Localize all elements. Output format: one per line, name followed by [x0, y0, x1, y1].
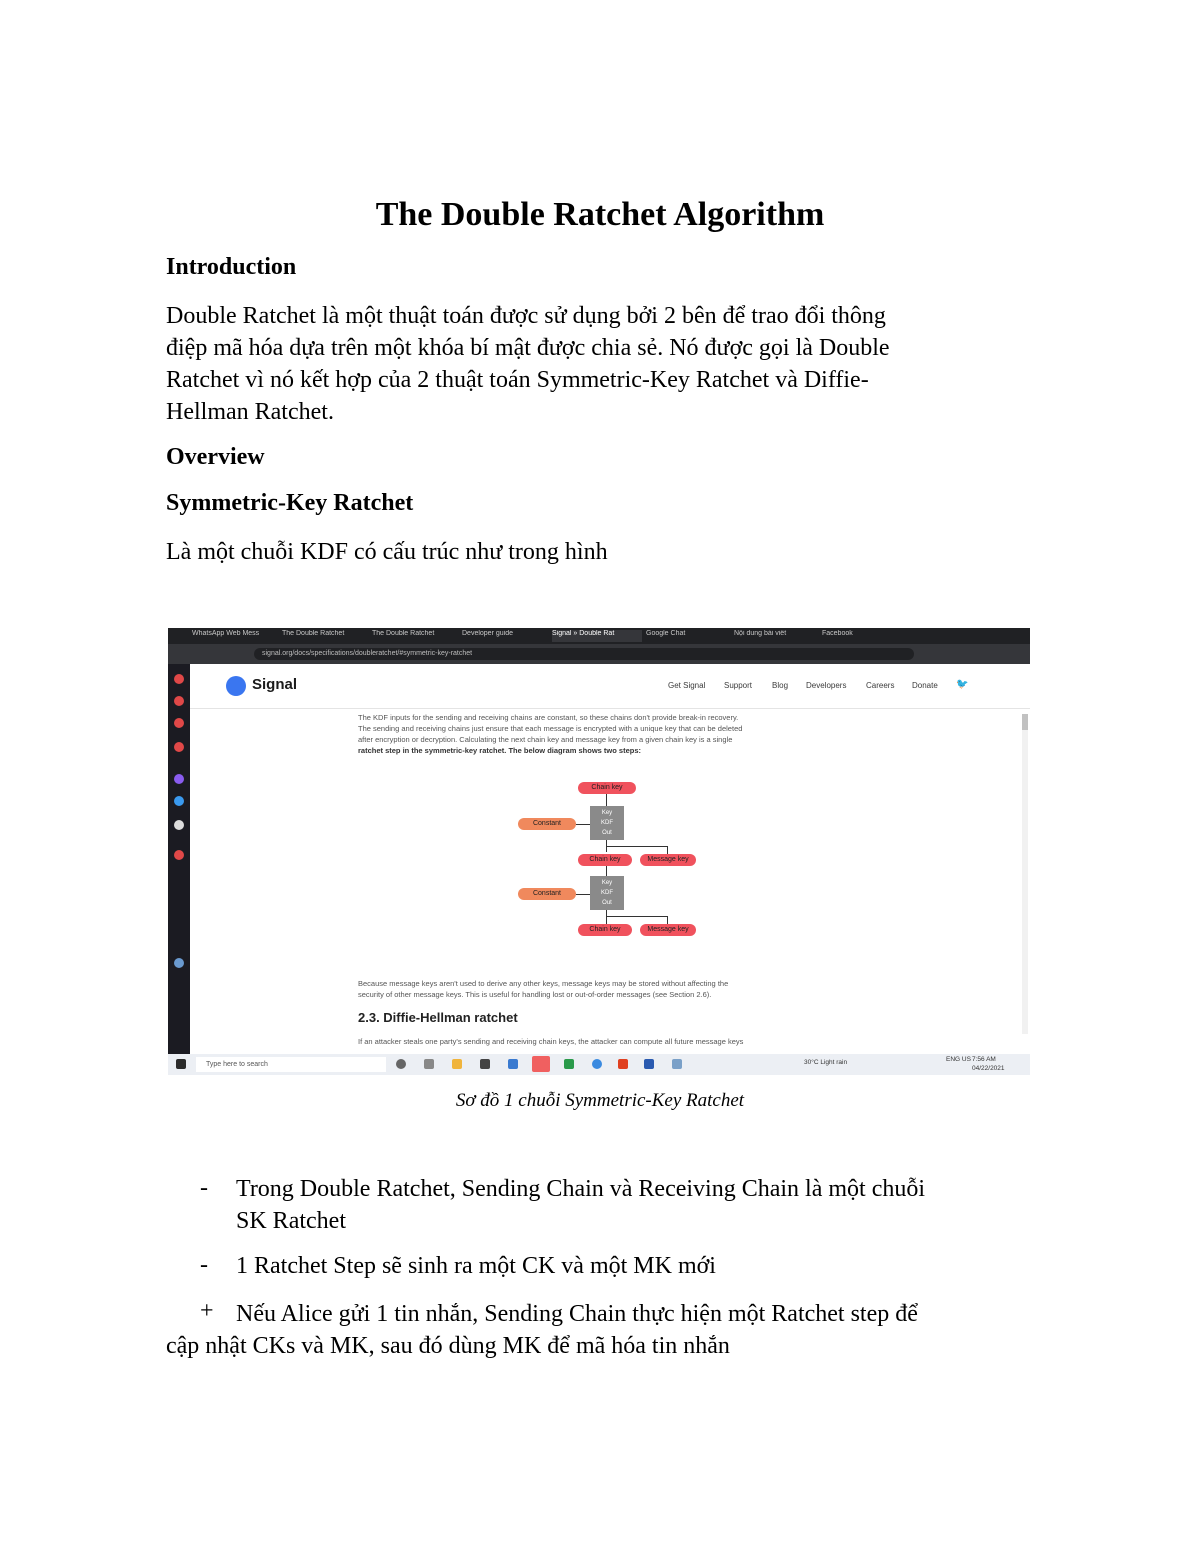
nav-link: Support	[724, 681, 753, 690]
signal-webpage	[190, 664, 1030, 1054]
nav-link: Donate	[912, 681, 938, 690]
browser-tab: The Double Ratchet	[372, 630, 435, 637]
browser-tab: Nội dung bài viết	[734, 630, 787, 637]
figure-caption: Sơ đồ 1 chuỗi Symmetric-Key Ratchet	[455, 1090, 745, 1111]
clock-date: 04/22/2021	[972, 1065, 1005, 1072]
bullet-line: SK Ratchet	[236, 1208, 346, 1234]
browser-tab: WhatsApp Web Mess	[192, 630, 260, 637]
system-clock	[972, 1055, 1005, 1073]
web-paragraph-top	[358, 712, 878, 756]
taskbar-app-icon	[564, 1059, 574, 1069]
document-title: The Double Ratchet Algorithm	[375, 196, 825, 233]
browser-taskbar-icon	[532, 1056, 550, 1072]
web-text-line: security of other message keys. This is useful for handling lost or out-of-order messages (see Section 2.6).	[358, 990, 712, 999]
chain-key-pill: Chain key	[578, 782, 636, 794]
kdf-box	[590, 806, 624, 840]
windows-taskbar	[168, 1054, 1030, 1075]
intro-line: Hellman Ratchet.	[166, 399, 334, 425]
taskbar-search: Type here to search	[196, 1057, 386, 1072]
kdf-label: KDF	[601, 820, 613, 826]
constant-pill: Constant	[518, 888, 576, 900]
web-text-line: after encryption or decryption. Calculating the next chain key and message key from a given chain key is a single	[358, 735, 733, 744]
taskbar-app-icon	[424, 1059, 434, 1069]
message-key-pill: Message key	[640, 854, 696, 866]
mail-icon	[508, 1059, 518, 1069]
kdf-label: Out	[602, 830, 612, 836]
web-text-line: The KDF inputs for the sending and receiving chains are constant, so these chains don't provide break-in recovery.	[358, 713, 739, 722]
plus-item-line: cập nhật CKs và MK, sau đó dùng MK để mã hóa tin nhắn	[166, 1333, 730, 1359]
bullet-marker: -	[200, 1252, 208, 1278]
diagram-connector	[606, 916, 668, 917]
chain-key-pill: Chain key	[578, 854, 632, 866]
web-text-line: ratchet step in the symmetric-key ratchet. The below diagram shows two steps:	[358, 746, 641, 755]
browser-tab: Google Chat	[646, 630, 686, 637]
web-scrollbar	[1022, 714, 1028, 1034]
symmetric-key-ratchet-text: Là một chuỗi KDF có cấu trúc như trong hình	[166, 539, 608, 565]
browser-address-bar	[168, 644, 1030, 664]
diagram-connector	[606, 866, 607, 876]
sidebar-app-icon	[174, 696, 184, 706]
diagram-connector	[606, 910, 607, 924]
plus-item-line: Nếu Alice gửi 1 tin nhắn, Sending Chain thực hiện một Ratchet step để	[236, 1301, 918, 1327]
web-text-line: Because message keys aren't used to derive any other keys, message keys may be stored without affecting the	[358, 979, 729, 988]
clock-time: 7:56 AM	[972, 1056, 996, 1063]
weather-status: 30°C Light rain	[804, 1059, 848, 1066]
bullet-item: 1 Ratchet Step sẽ sinh ra một CK và một MK mới	[236, 1253, 716, 1279]
browser-tab: Facebook	[822, 630, 853, 637]
message-key-pill: Message key	[640, 924, 696, 936]
chain-key-pill: Chain key	[578, 924, 632, 936]
diagram-connector	[576, 824, 590, 825]
kdf-label: Key	[601, 810, 613, 816]
scrollbar-thumb	[1022, 714, 1028, 730]
bullet-item	[236, 1173, 1056, 1237]
nav-link: Developers	[806, 681, 847, 690]
sidebar-app-icon	[174, 850, 184, 860]
intro-line: Double Ratchet là một thuật toán được sử dụng bởi 2 bên để trao đổi thông	[166, 303, 886, 329]
store-icon	[480, 1059, 490, 1069]
figure-screenshot	[168, 628, 1030, 1075]
web-paragraph-bottom	[358, 978, 878, 1000]
sidebar-app-icon	[174, 742, 184, 752]
introduction-paragraph	[166, 300, 1006, 428]
office-icon	[618, 1059, 628, 1069]
taskview-icon	[396, 1059, 406, 1069]
language-indicator: ENG US	[946, 1056, 971, 1063]
diagram-connector	[667, 846, 668, 854]
messenger-icon	[174, 774, 184, 784]
web-text-line: The sending and receiving chains just ensure that each message is encrypted with a unique key that can be deleted	[358, 724, 743, 733]
browser-tab: Developer guide	[462, 630, 513, 637]
signal-header	[190, 664, 1030, 709]
windows-start-icon	[176, 1059, 186, 1069]
signal-logo-icon	[226, 676, 246, 696]
diagram-connector	[606, 794, 607, 806]
signal-brand: Signal	[252, 676, 298, 693]
intro-line: Ratchet vì nó kết hợp của 2 thuật toán Symmetric-Key Ratchet và Diffie-	[166, 367, 869, 393]
twitter-icon: 🐦	[956, 679, 969, 690]
intro-line: điệp mã hóa dựa trên một khóa bí mật được chia sẻ. Nó được gọi là Double	[166, 335, 890, 361]
kdf-label: Key	[601, 880, 613, 886]
file-explorer-icon	[452, 1059, 462, 1069]
skype-icon	[592, 1059, 602, 1069]
symmetric-key-ratchet-heading: Symmetric-Key Ratchet	[166, 490, 414, 516]
nav-link: Blog	[772, 681, 789, 690]
browser-tab: The Double Ratchet	[282, 630, 345, 637]
overview-heading: Overview	[166, 444, 265, 470]
introduction-heading: Introduction	[166, 254, 297, 280]
sidebar-app-icon	[174, 674, 184, 684]
word-icon	[644, 1059, 654, 1069]
telegram-icon	[174, 796, 184, 806]
constant-pill: Constant	[518, 818, 576, 830]
nav-link: Get Signal	[668, 681, 706, 690]
kdf-label: KDF	[601, 890, 613, 896]
web-section-heading: 2.3. Diffie-Hellman ratchet	[358, 1010, 518, 1025]
url-text: signal.org/docs/specifications/doubleratchet/#symmetric-key-ratchet	[254, 648, 914, 660]
sidebar-app-icon	[174, 820, 184, 830]
diagram-connector	[576, 894, 590, 895]
kdf-label: Out	[602, 900, 612, 906]
sidebar-app-icon	[174, 958, 184, 968]
bullet-line: Trong Double Ratchet, Sending Chain và Receiving Chain là một chuỗi	[236, 1176, 926, 1202]
diagram-connector	[606, 846, 668, 847]
diagram-connector	[667, 916, 668, 924]
taskbar-app-icon	[672, 1059, 682, 1069]
web-section-text: If an attacker steals one party's sending and receiving chain keys, the attacker can compute all future message keys	[358, 1037, 744, 1046]
browser-tab-bar	[168, 628, 1030, 644]
bullet-marker: -	[200, 1175, 208, 1201]
browser-tab-active: Signal » Double Rat	[552, 630, 642, 642]
browser-sidebar	[168, 664, 190, 1054]
sidebar-app-icon	[174, 718, 184, 728]
nav-link: Careers	[866, 681, 895, 690]
kdf-box	[590, 876, 624, 910]
plus-marker: +	[200, 1298, 214, 1324]
